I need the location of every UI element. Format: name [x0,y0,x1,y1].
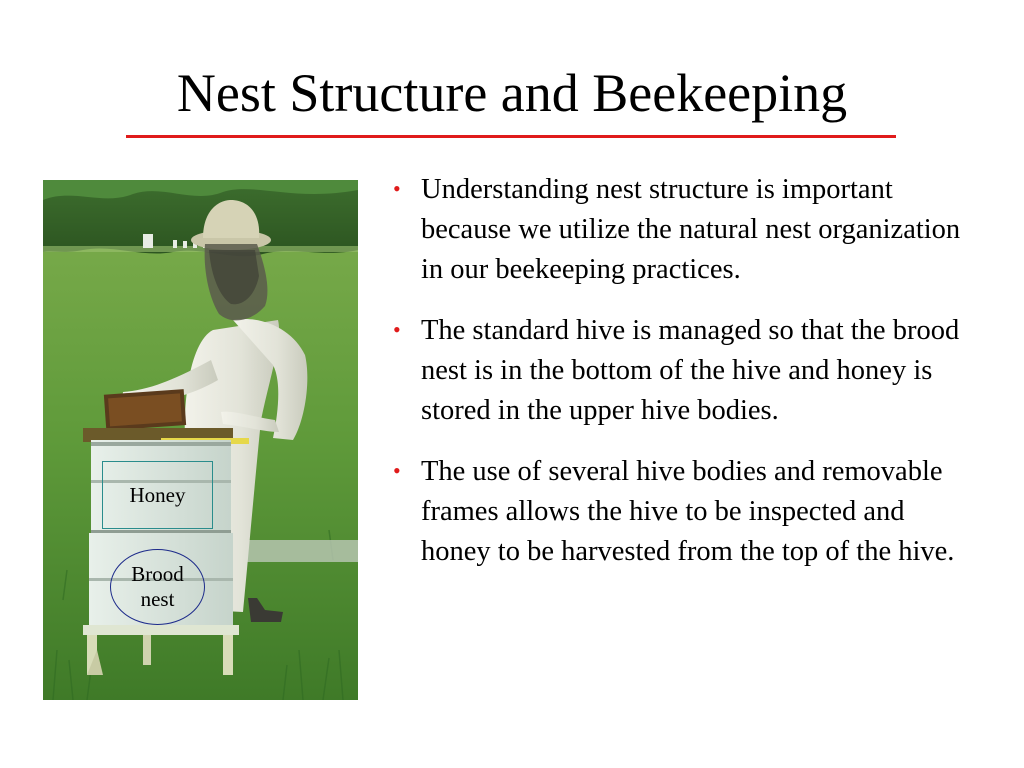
honey-label-box [102,461,213,529]
brood-label-line1: Brood [131,562,184,586]
brood-label-line2: nest [140,587,175,611]
slide-title: Nest Structure and Beekeeping [176,63,848,123]
honey-label: Honey [129,483,186,507]
bullet-item [393,170,978,290]
title-underline [126,135,896,138]
bullet-item [393,452,978,572]
brood-nest-label-oval [110,549,205,625]
bullet-marker: • [393,176,401,201]
bullet-text: The use of several hive bodies and removable frames allows the hive to be inspected and honey to be harvested from the top of the hive. [421,456,955,567]
beekeeper-photo [43,180,358,700]
bullet-marker: • [393,458,401,483]
bullet-text: The standard hive is managed so that the brood nest is in the bottom of the hive and honey is stored in the upper hive bodies. [421,315,960,426]
beekeeper-photo-illustration [43,180,358,700]
bullet-marker: • [393,317,401,342]
bullet-text: Understanding nest structure is important because we utilize the natural nest organization in our beekeeping practices. [421,174,961,285]
bullet-item [393,311,978,431]
bullet-list [393,170,978,593]
